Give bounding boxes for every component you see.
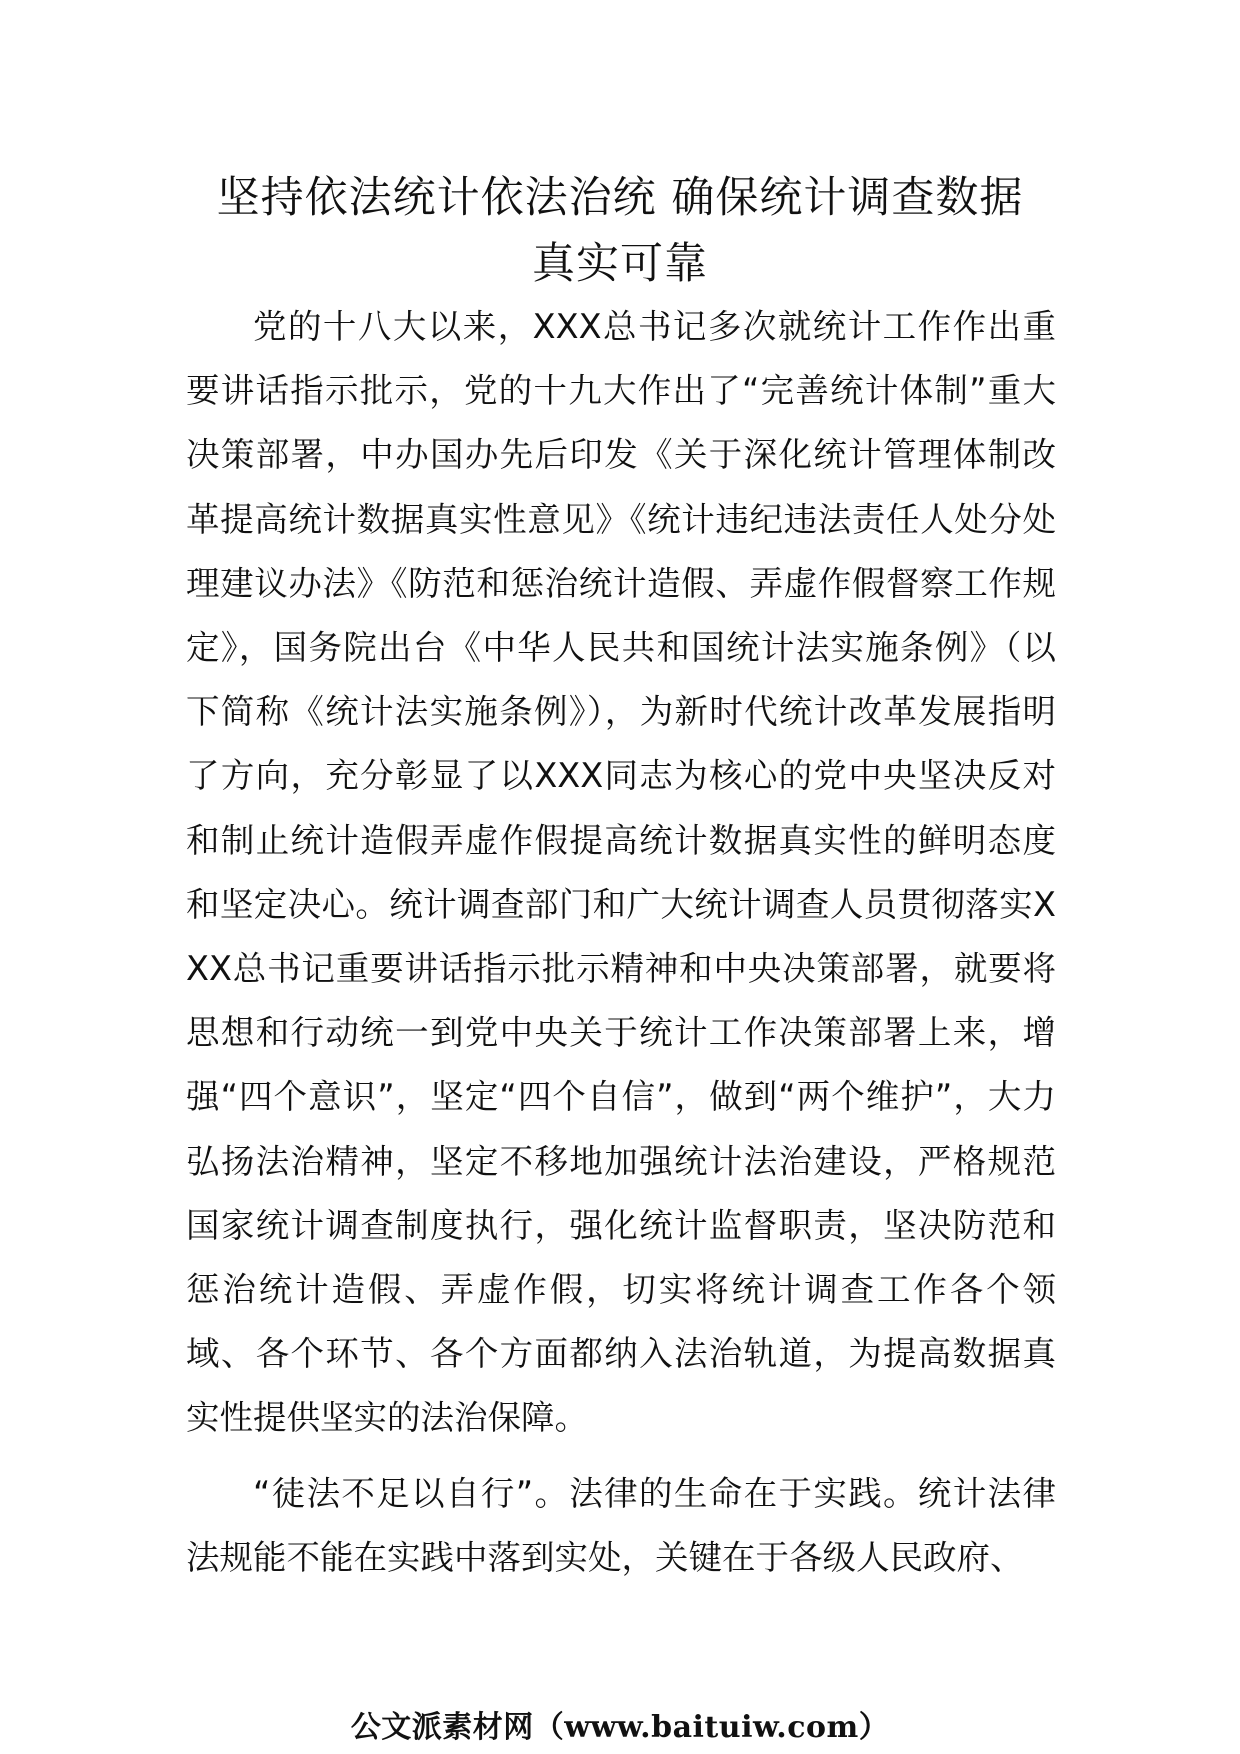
body-paragraph: 党的十八大以来，XXX总书记多次就统计工作作出重要讲话指示批示，党的十九大作出了“完善统计体制”重大决策部署，中办国办先后印发《关于深化统计管理体制改革提高统计数据真实性意见》《统计违纪违法责任人处分处理建议办法》《防范和惩治统计造假、弄虚作假督察工作规定》，国务院出台《中华人民共和国统计法实施条例》（以下简称《统计法实施条例》），为新时代统计改革发展指明了方向，充分彰显了以XXX同志为核心的党中央坚决反对和制止统计造假弄虚作假提高统计数据真实性的鲜明态度和坚定决心。统计调查部门和广大统计调查人员贯彻落实XXX总书记重要讲话指示批示精神和中央决策部署，就要将思想和行动统一到党中央关于统计工作决策部署上来，增强“四个意识”，坚定“四个自信”，做到“两个维护”，大力弘扬法治精神，坚定不移地加强统计法治建设，严格规范国家统计调查制度执行，强化统计监督职责，坚决防范和惩治统计造假、弄虚作假，切实将统计调查工作各个领域、各个环节、各个方面都纳入法治轨道，为提高数据真实性提供坚实的法治保障。 [186,307,1056,1438]
document-title-line-1: 坚持依法统计依法治统 确保统计调查数据 [216,173,1024,223]
footer-watermark: 公文派素材网（www.baituiw.com） [350,1710,890,1745]
document-body-continued [186,1462,1056,1590]
body-paragraph: “徒法不足以自行”。法律的生命在于实践。统计法律法规能不能在实践中落到实处，关键在于各级人民政府、 [186,1474,1056,1578]
document-title-line-2: 真实可靠 [532,239,708,289]
document-body [186,295,1056,1451]
